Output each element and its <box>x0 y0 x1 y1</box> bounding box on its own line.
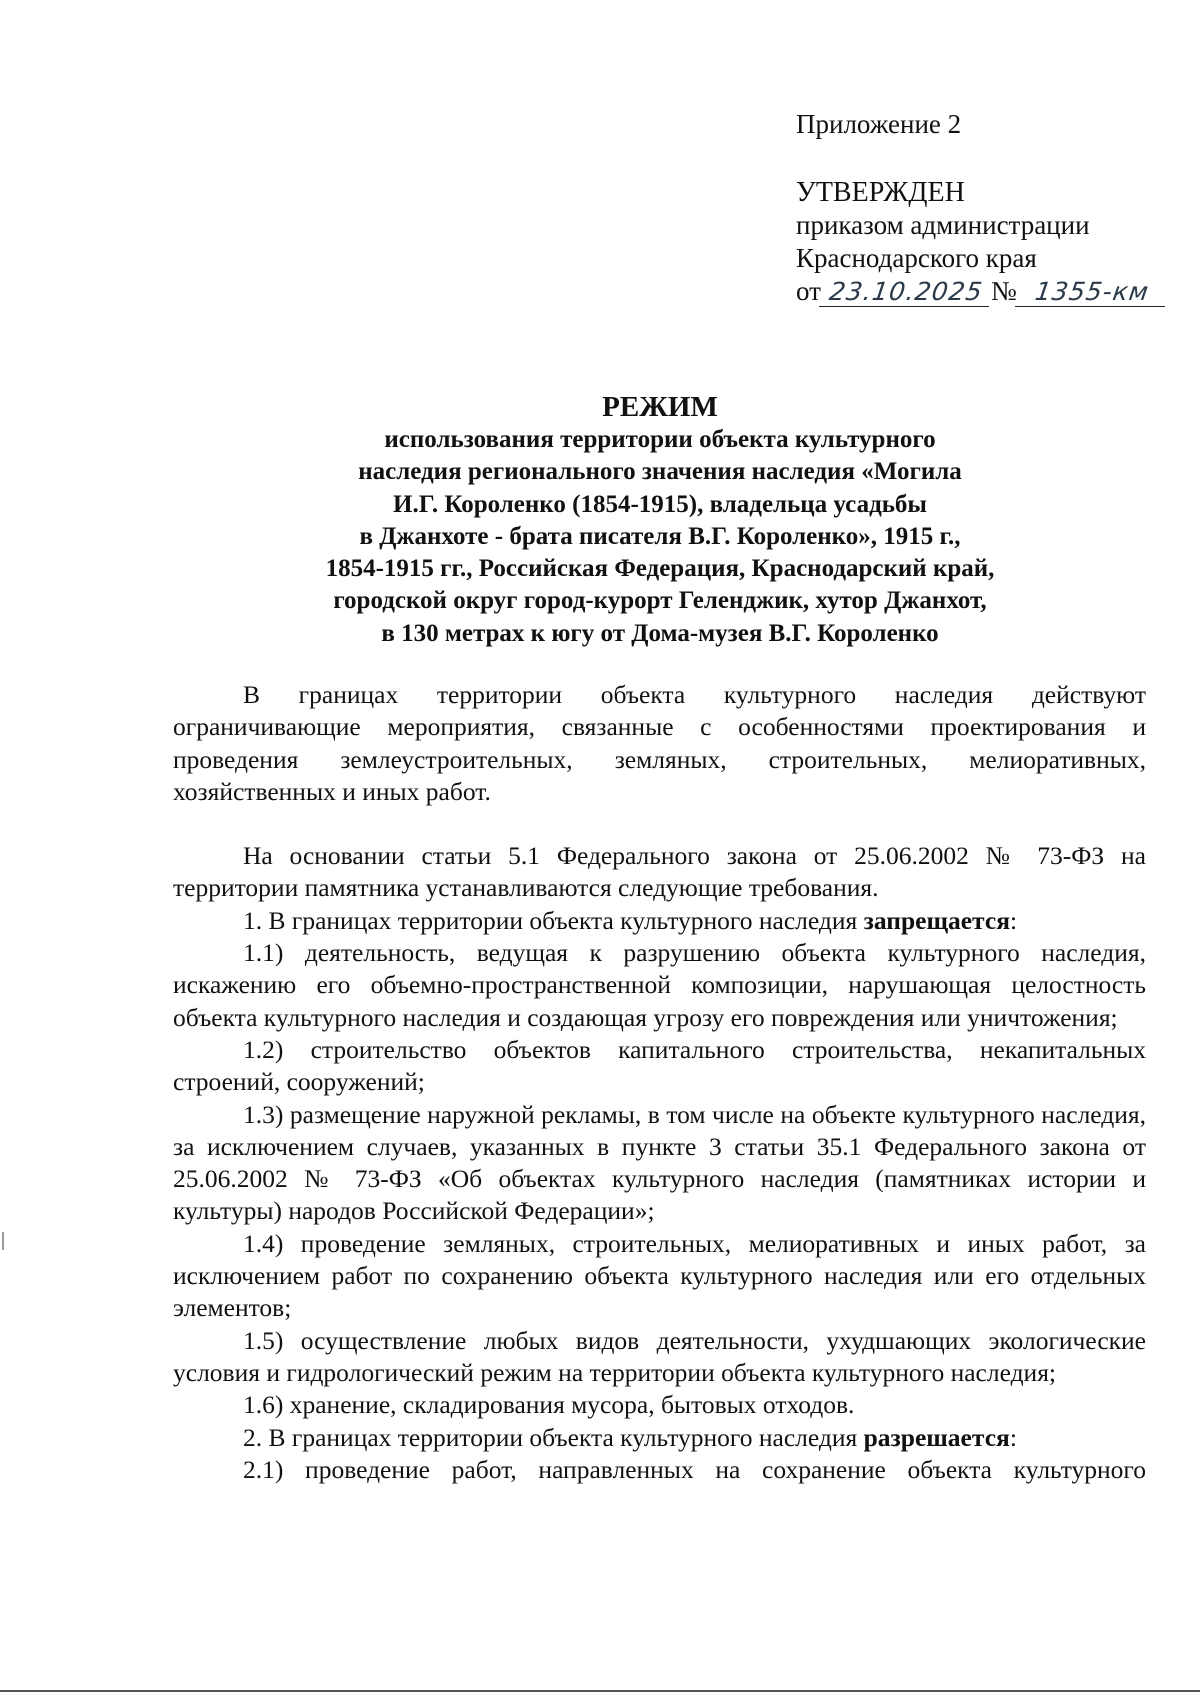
allowed-heading-text: 2. В границах территории объекта культурного наследия <box>243 1422 864 1452</box>
prohibited-heading-text: 1. В границах территории объекта культурного наследия <box>243 905 864 935</box>
document-title-block <box>172 390 1148 650</box>
title-line-4: в Джанхоте - брата писателя В.Г. Короленко», 1915 г., <box>359 522 961 550</box>
item-1-2: 1.2) строительство объектов капитального строительства, некапитальных строений, сооружений; <box>173 1034 1146 1097</box>
prohibited-keyword: запрещается <box>863 905 1010 935</box>
item-1-3: 1.3) размещение наружной рекламы, в том числе на объекте культурного наследия, за исключением случаев, указанных в пункте 3 статьи 35.1 Федерального закона от 25.06.2002 № 73-ФЗ «Об объектах культурного наследия (памятниках истории и культуры) народов Российской Федерации»; <box>173 1099 1146 1226</box>
approval-block <box>796 108 1176 308</box>
title-line-2: наследия регионального значения наследия «Могила <box>358 458 962 486</box>
paragraph-allowed-heading <box>173 1422 1146 1454</box>
document-body <box>173 679 1146 1486</box>
paragraph-restrictions-intro: В границах территории объекта культурного наследия действуют ограничивающие мероприятия, связанные с особенностями проектирования и проведения землеустроительных, земляных, строительных, мелиоративных, хозяйственных и иных работ. <box>173 680 1146 806</box>
number-sign: № <box>990 276 1017 306</box>
order-date-number-line <box>796 275 1176 308</box>
title-line-6: городской округ город-курорт Геленджик, хутор Джанхот, <box>333 587 987 615</box>
document-title: РЕЖИМ <box>602 391 718 423</box>
item-2-1: 2.1) проведение работ, направленных на сохранение объекта культурного <box>243 1454 1146 1484</box>
title-line-7: в 130 метрах к югу от Дома-музея В.Г. Короленко <box>381 619 939 647</box>
prohibited-heading-colon: : <box>1010 905 1018 935</box>
scan-edge-mark <box>2 1232 4 1250</box>
approved-label: УТВЕРЖДЕН <box>796 177 965 208</box>
allowed-heading-colon: : <box>1009 1422 1017 1452</box>
item-1-5: 1.5) осуществление любых видов деятельности, ухудшающих экологические условия и гидрологический режим на территории объекта культурного наследия; <box>173 1325 1146 1387</box>
scan-bottom-line <box>0 1690 1200 1692</box>
order-date-handwritten: 23.10.2025 <box>819 278 993 307</box>
approval-line-1: приказом администрации <box>796 210 1090 240</box>
item-1-4: 1.4) проведение земляных, строительных, мелиоративных и иных работ, за исключением работ по сохранению объекта культурного наследия или его отдельных элементов; <box>173 1228 1146 1323</box>
title-line-1: использования территории объекта культурного <box>384 426 936 453</box>
paragraph-prohibited-heading <box>173 905 1146 937</box>
from-prefix: от <box>796 276 821 306</box>
title-line-5: 1854-1915 гг., Российская Федерация, Краснодарский край, <box>325 555 995 583</box>
item-1-1: 1.1) деятельность, ведущая к разрушению объекта культурного наследия, искажению его объемно-пространственной композиции, нарушающая целостность объекта культурного наследия и создающая угрозу его повреждения или уничтожения; <box>173 938 1146 1032</box>
approval-line-2: Краснодарского края <box>796 243 1037 273</box>
title-line-3: И.Г. Короленко (1854-1915), владельца усадьбы <box>393 490 927 518</box>
order-number-handwritten: 1355-км <box>1015 278 1169 307</box>
annex-label: Приложение 2 <box>796 109 962 139</box>
allowed-keyword: разрешается <box>863 1422 1010 1452</box>
item-1-6: 1.6) хранение, складирования мусора, бытовых отходов. <box>243 1390 855 1420</box>
paragraph-legal-basis: На основании статьи 5.1 Федерального закона от 25.06.2002 № 73-ФЗ на территории памятника устанавливаются следующие требования. <box>173 841 1146 903</box>
